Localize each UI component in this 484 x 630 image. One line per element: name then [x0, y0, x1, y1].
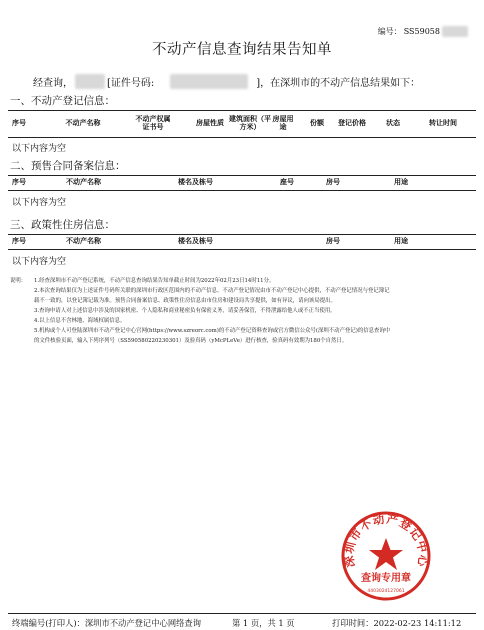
- redacted-id-number: [170, 74, 248, 89]
- intro-line: [33, 74, 420, 89]
- note-line: 的文件核验页面，输入下列序列号（SS590580220230301）及验真码（yMcPLeVe）进行核查，验真码有效期为180个自然日。: [34, 338, 348, 344]
- col-usage: 用途: [394, 237, 408, 246]
- serial-label: 编号：: [377, 27, 402, 36]
- col-floor-area: 建筑面积（平方米）: [229, 115, 271, 131]
- serial-value: SS59058: [403, 27, 440, 36]
- col-share: 份额: [310, 119, 324, 128]
- notes-block: [10, 276, 476, 356]
- seal-text: 深圳市不动产登记中心: [341, 511, 431, 569]
- section-heading-registration: 一、不动产登记信息：: [10, 95, 115, 107]
- col-room: 房号: [326, 178, 340, 187]
- empty-text-presale: 以下内容为空: [12, 198, 67, 208]
- col-room: 房号: [326, 237, 340, 246]
- footer-page-info: 第 1 页，共 1 页: [232, 618, 295, 628]
- intro-text-1: 经查询，: [33, 78, 73, 89]
- note-line: 1.经查深圳市不动产登记系统，不动产信息查询结果告知单截止时间为2022年02月23日14时11分。: [34, 278, 275, 284]
- intro-text-3: ]，在深圳市的不动产信息结果如下：: [256, 78, 421, 89]
- col-index: 序号: [12, 237, 26, 246]
- note-line: 4.以上信息不含林地、海域权属信息。: [34, 318, 126, 324]
- col-property-name: 不动产名称: [65, 119, 101, 128]
- col-usage: 用途: [394, 178, 408, 187]
- col-status: 状态: [386, 119, 400, 128]
- col-building: 楼名及栋号: [178, 237, 213, 246]
- note-line: 2.本次查询结果仅为上述证件号码所关联的深圳市行政区范围内的不动产信息。不动产登记情况由市不动产登记中心提供，不动产登记情况与登记簿记: [34, 288, 390, 294]
- note-line: 3.查询申请人对上述信息中涉及的国家机密、个人隐私和商业秘密负有保密义务，请妥善保管，不得泄露给他人或不正当使用。: [34, 308, 336, 314]
- footer-terminal: 终端编号(打印人)：深圳市不动产登记中心网络查询: [12, 618, 202, 628]
- col-house-nature: 房屋性质: [196, 119, 224, 128]
- table-header-policy-housing: [8, 234, 476, 250]
- table-header-presale: [8, 175, 476, 191]
- redacted-serial: [442, 26, 468, 37]
- intro-text-2: [证件号码:: [107, 78, 155, 89]
- col-usage: 房屋用途: [272, 115, 294, 131]
- empty-text-registration: 以下内容为空: [12, 144, 67, 154]
- col-index: 序号: [12, 178, 26, 187]
- col-price: 登记价格: [338, 119, 366, 128]
- note-line: 载不一致的，以登记簿记载为准。预售合同备案信息、政策性住房信息由市住房和建设局共享提供，如有异议，请向该局提出。: [34, 298, 336, 304]
- official-seal-icon: [340, 510, 432, 602]
- col-certificate-no: 不动产权属证书号: [135, 115, 171, 131]
- col-index: 序号: [12, 119, 26, 128]
- seal-subtext: 查询专用章: [361, 573, 411, 584]
- table-header-registration: [8, 110, 476, 138]
- section-heading-policy-housing: 三、政策性住房信息：: [10, 219, 115, 231]
- footer-divider: [8, 613, 476, 614]
- document-title: 不动产信息查询结果告知单: [152, 42, 332, 58]
- serial-number: [378, 26, 468, 37]
- notes-label: 说明：: [10, 278, 27, 284]
- section-heading-presale: 二、预售合同备案信息：: [10, 160, 126, 172]
- col-building: 楼名及栋号: [178, 178, 213, 187]
- seal-code: 4403024127061: [367, 589, 405, 594]
- col-transfer-time: 转让时间: [429, 119, 457, 128]
- footer-print-time: 打印时间：2022-02-23 14:11:12: [332, 618, 462, 628]
- empty-text-policy-housing: 以下内容为空: [12, 257, 67, 267]
- col-property-name: 不动产名称: [66, 178, 101, 187]
- col-property-name: 不动产名称: [66, 237, 101, 246]
- col-seat: 座号: [280, 178, 294, 187]
- note-line: 5.机构或个人可登陆深圳市不动产登记中心官网(https://www.szreorc.com)的不动产登记资料查询或官方微信公众号(深圳不动产登记)的信息查询中: [34, 328, 391, 334]
- redacted-name: [75, 74, 105, 89]
